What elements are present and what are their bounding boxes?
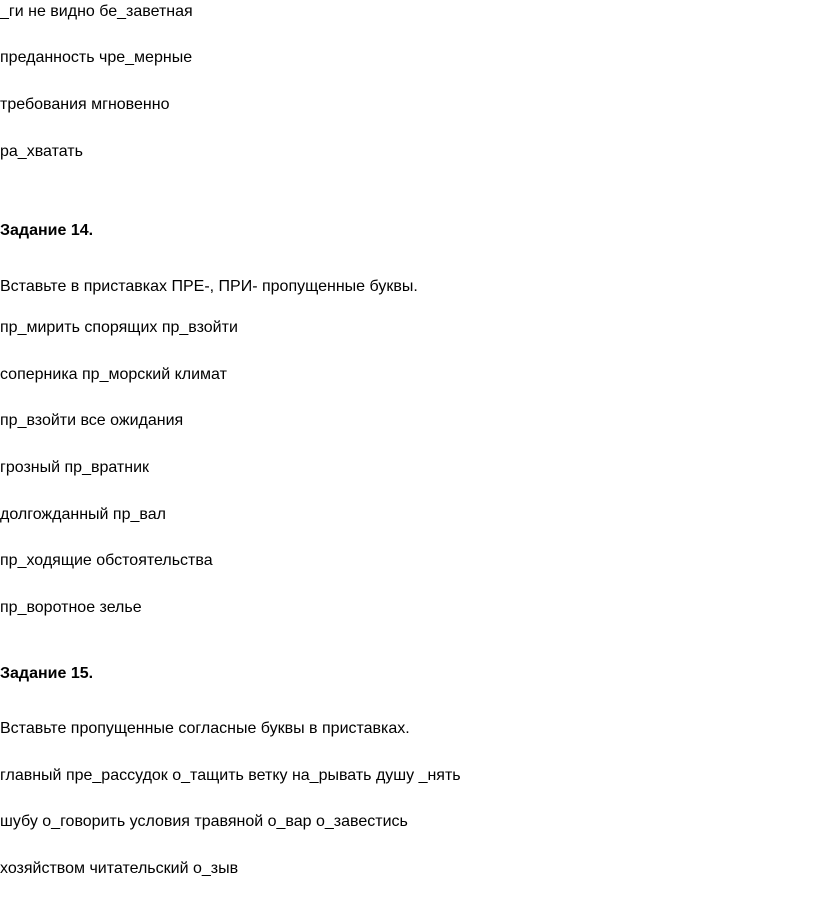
task-15-heading: Задание 15. <box>0 665 94 682</box>
exercise-line: шубу о_говорить условия травяной о_вар о_завестись <box>0 813 408 830</box>
text-line: ра_хватать <box>0 143 83 160</box>
exercise-line: грозный пр_вратник <box>0 459 150 476</box>
exercise-line: соперника пр_морский климат <box>0 366 227 383</box>
task-15-instruction: Вставьте пропущенные согласные буквы в приставках. <box>0 720 410 737</box>
exercise-line: пр_воротное зелье <box>0 599 142 616</box>
exercise-line: главный пре_рассудок о_тащить ветку на_рывать душу _нять <box>0 767 461 784</box>
text-line: преданность чре_мерные <box>0 49 193 66</box>
task-14-heading: Задание 14. <box>0 222 94 239</box>
exercise-line: хозяйством читательский о_зыв <box>0 860 239 877</box>
exercise-line: пр_взойти все ожидания <box>0 412 184 429</box>
text-line: _ги не видно бе_заветная <box>0 3 193 20</box>
exercise-line: пр_мирить спорящих пр_взойти <box>0 319 238 336</box>
exercise-line: пр_ходящие обстоятельства <box>0 552 213 569</box>
exercise-line: долгожданный пр_вал <box>0 506 166 523</box>
task-14-instruction: Вставьте в приставках ПРЕ-, ПРИ- пропущенные буквы. <box>0 278 418 295</box>
text-line: требования мгновенно <box>0 96 170 113</box>
